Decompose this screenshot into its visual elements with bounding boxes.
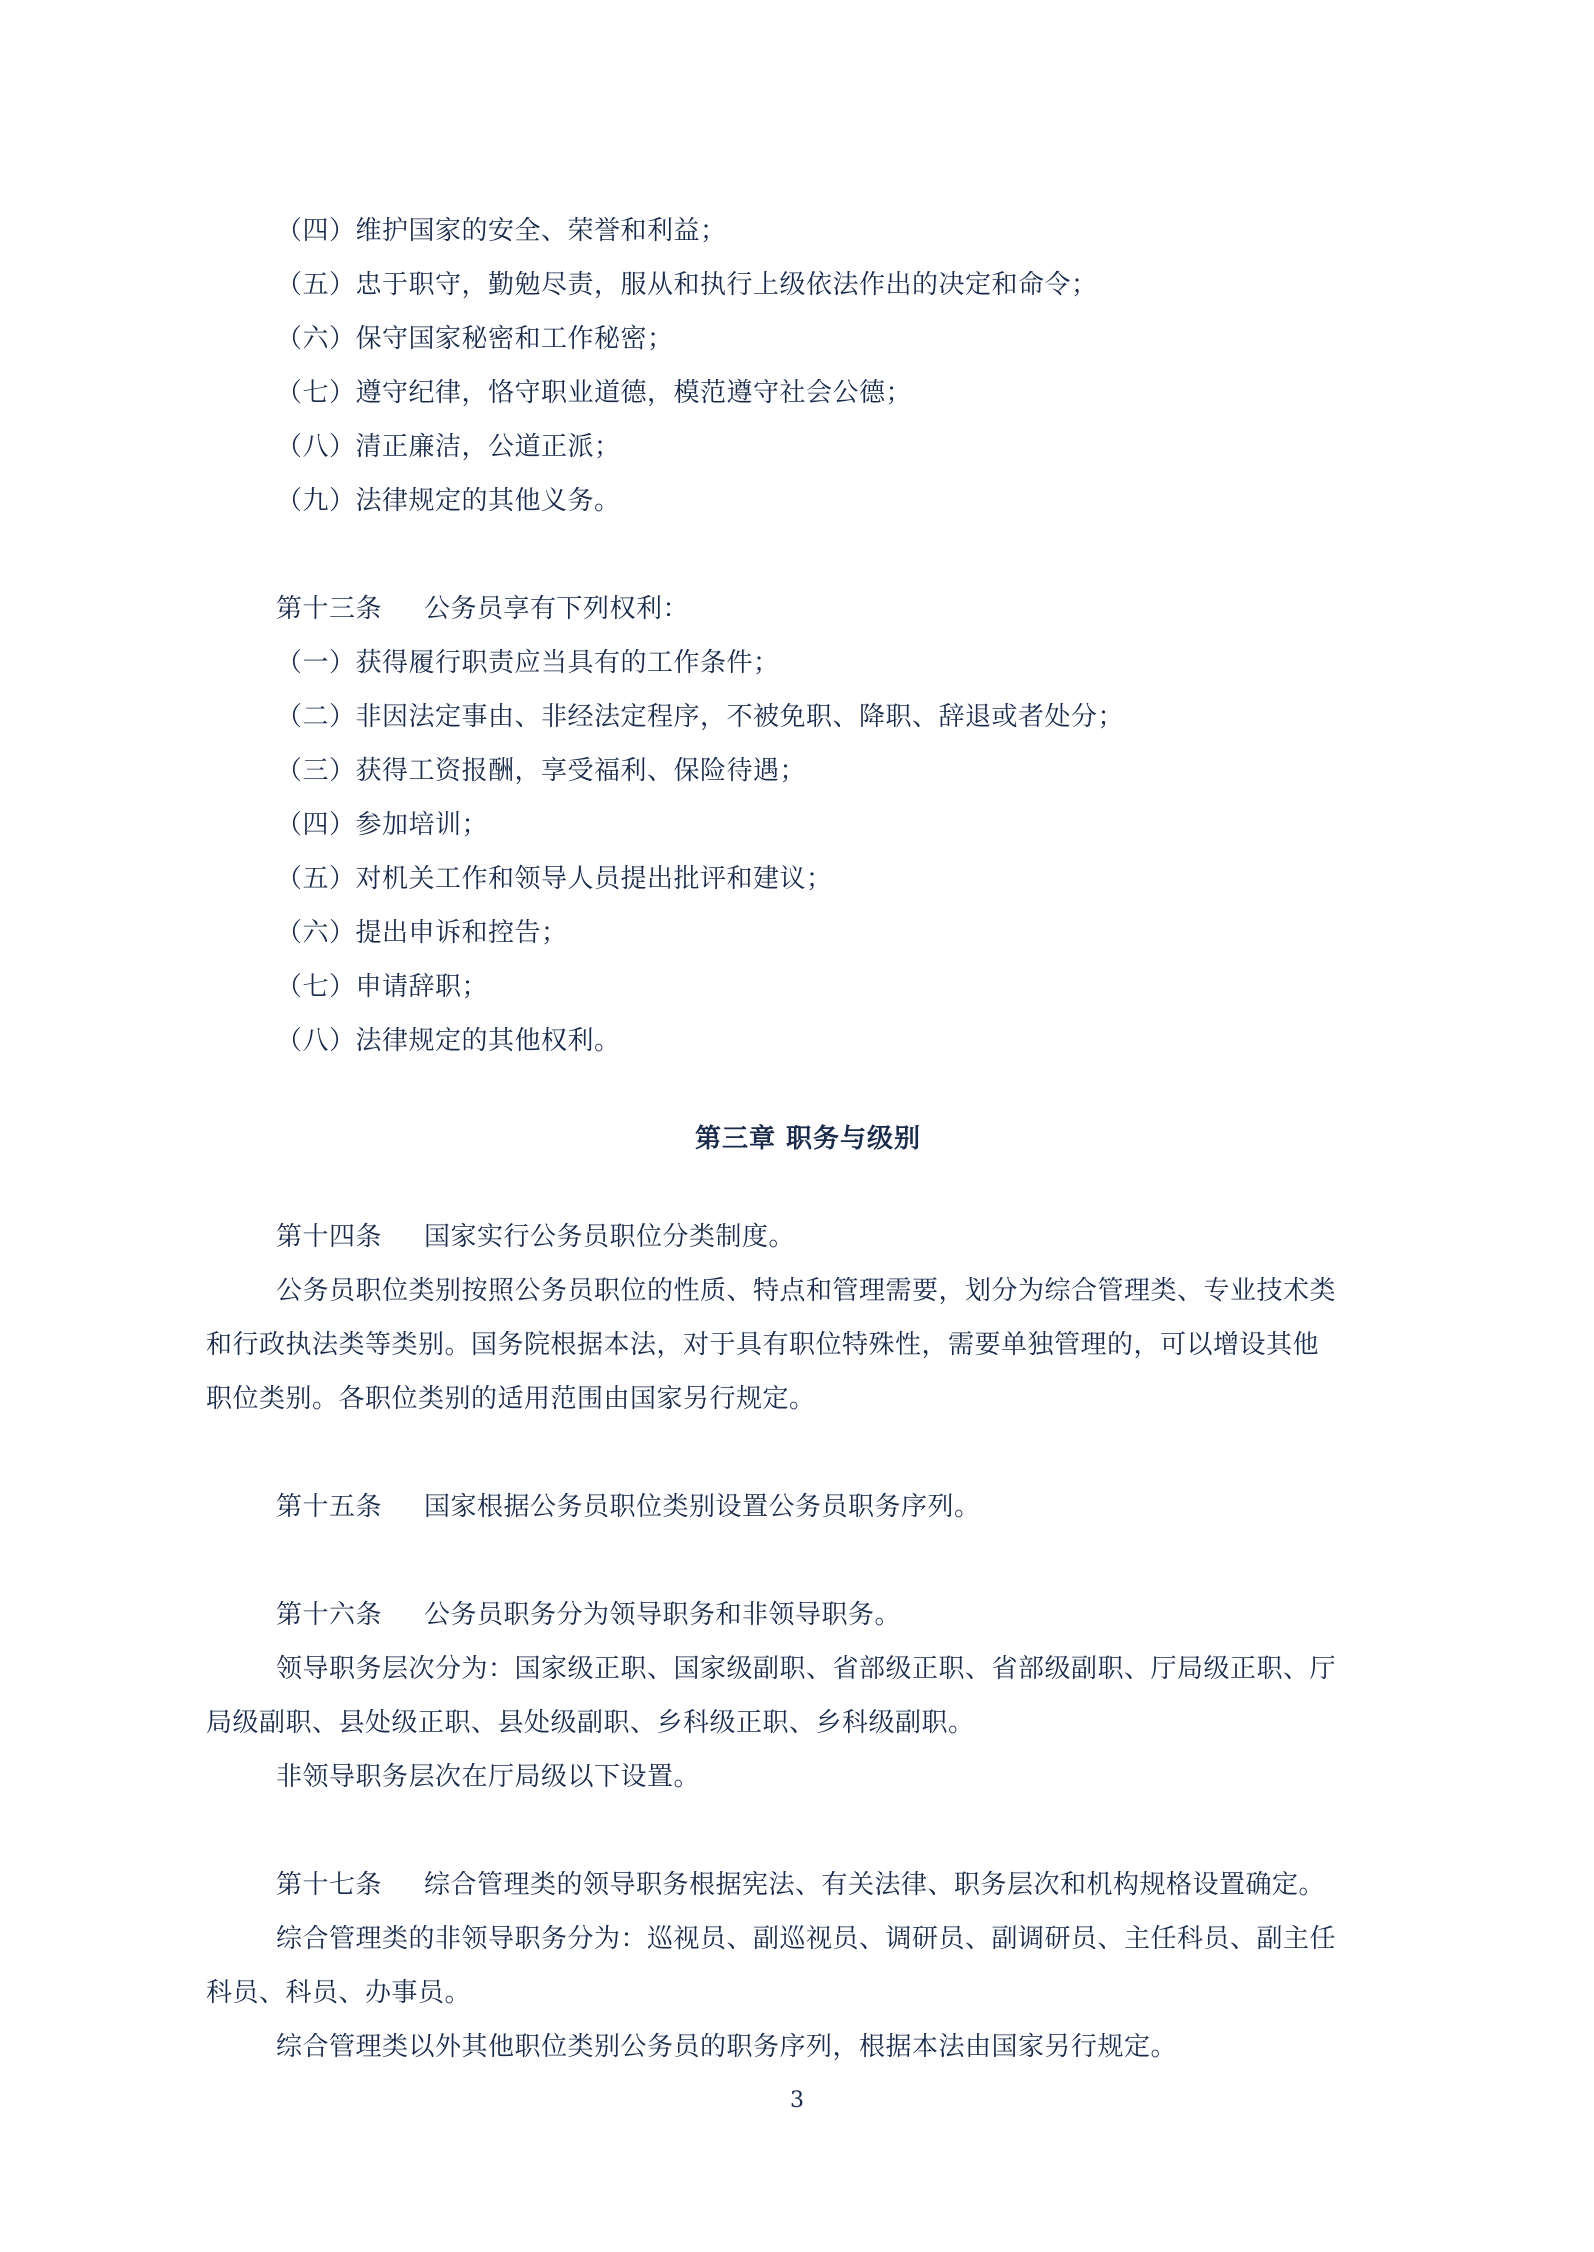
list-item: （三）获得工资报酬，享受福利、保险待遇； (276, 756, 807, 786)
list-item: （一）获得履行职责应当具有的工作条件； (276, 648, 780, 678)
list-item: （四）维护国家的安全、荣誉和利益； (276, 216, 727, 246)
paragraph-line: 综合管理类的非领导职务分为：巡视员、副巡视员、调研员、副调研员、主任科员、副主任 (276, 1924, 1337, 1954)
rights-list (276, 636, 1400, 1068)
page-content (206, 204, 1400, 2074)
article-16-heading (276, 1588, 1400, 1642)
list-item: （七）遵守纪律，恪守职业道德，模范遵守社会公德； (276, 378, 913, 408)
article-16-paragraph (206, 1642, 1400, 1750)
article-text: 国家根据公务员职位类别设置公务员职务序列。 (424, 1492, 981, 1522)
article-15-heading (276, 1480, 1400, 1534)
article-17-paragraph-2: 综合管理类以外其他职位类别公务员的职务序列，根据本法由国家另行规定。 (276, 2032, 1178, 2062)
article-13-heading (276, 582, 1400, 636)
list-item: （八）清正廉洁，公道正派； (276, 432, 621, 462)
article-17-paragraph (206, 1912, 1400, 2020)
article-14-paragraph (206, 1264, 1400, 1426)
duty-list (276, 204, 1400, 528)
paragraph-line: 领导职务层次分为：国家级正职、国家级副职、省部级正职、省部级副职、厅局级正职、厅 (276, 1654, 1337, 1684)
list-item: （六）提出申诉和控告； (276, 918, 568, 948)
list-item: （五）忠于职守，勤勉尽责，服从和执行上级依法作出的决定和命令； (276, 270, 1098, 300)
list-item: （七）申请辞职； (276, 972, 489, 1002)
article-number: 第十六条 (276, 1600, 383, 1630)
list-item: （六）保守国家秘密和工作秘密； (276, 324, 674, 354)
article-text: 公务员享有下列权利： (424, 594, 690, 624)
list-item: （五）对机关工作和领导人员提出批评和建议； (276, 864, 833, 894)
list-item: （四）参加培训； (276, 810, 489, 840)
article-number: 第十七条 (276, 1870, 383, 1900)
article-number: 第十五条 (276, 1492, 383, 1522)
paragraph-line: 职位类别。各职位类别的适用范围由国家另行规定。 (206, 1384, 816, 1414)
paragraph-line: 局级副职、县处级正职、县处级副职、乡科级正职、乡科级副职。 (206, 1708, 975, 1738)
page-number: 3 (790, 2088, 804, 2113)
paragraph-line: 公务员职位类别按照公务员职位的性质、特点和管理需要，划分为综合管理类、专业技术类 (276, 1276, 1337, 1306)
article-number: 第十四条 (276, 1222, 383, 1252)
article-17-heading (276, 1858, 1400, 1912)
article-text: 国家实行公务员职位分类制度。 (424, 1222, 796, 1252)
list-item: （八）法律规定的其他权利。 (276, 1026, 621, 1056)
paragraph-line: 和行政执法类等类别。国务院根据本法，对于具有职位特殊性，需要单独管理的，可以增设其他 (206, 1330, 1320, 1360)
chapter-title: 第三章 职务与级别 (694, 1124, 922, 1154)
article-number: 第十三条 (276, 594, 383, 624)
article-text: 公务员职务分为领导职务和非领导职务。 (424, 1600, 902, 1630)
list-item: （二）非因法定事由、非经法定程序，不被免职、降职、辞退或者处分； (276, 702, 1125, 732)
article-text: 综合管理类的领导职务根据宪法、有关法律、职务层次和机构规格设置确定。 (424, 1870, 1326, 1900)
list-item: （九）法律规定的其他义务。 (276, 486, 621, 516)
paragraph-line: 科员、科员、办事员。 (206, 1978, 472, 2008)
article-14-heading (276, 1210, 1400, 1264)
article-16-paragraph-2: 非领导职务层次在厅局级以下设置。 (276, 1762, 701, 1792)
